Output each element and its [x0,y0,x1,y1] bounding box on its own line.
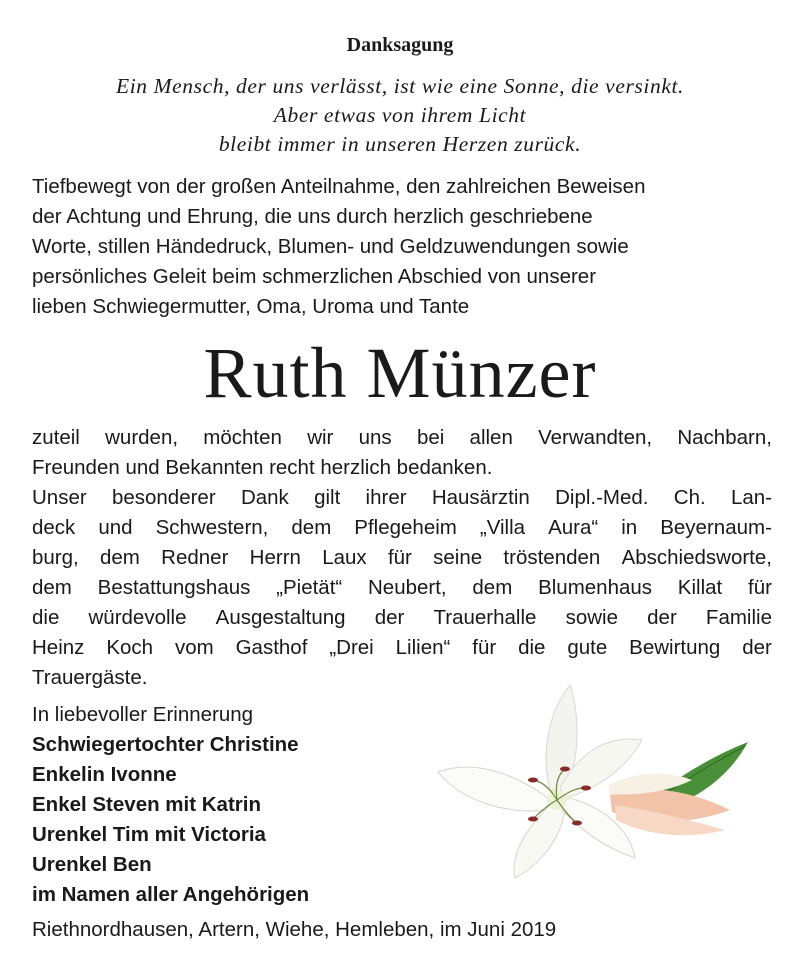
body-line: dem Bestattungshaus „Pietät“ Neubert, dem Blumenhaus Killat für [32,576,772,599]
intro-line: Worte, stillen Händedruck, Blumen- und Geldzuwendungen sowie [32,235,629,258]
closing-intro: In liebevoller Erinnerung [32,703,254,726]
place-date: Riethnordhausen, Artern, Wiehe, Hemleben, im Juni 2019 [32,918,557,941]
intro-line: der Achtung und Ehrung, die uns durch herzlich geschriebene [32,205,593,228]
body-line: deck und Schwestern, dem Pflegeheim „Villa Aura“ in Beyernaum- [32,516,772,539]
lily-flower-icon [430,680,750,880]
deceased-name: Ruth Münzer [203,333,597,413]
body-line: zuteil wurden, möchten wir uns bei allen Verwandten, Nachbarn, [32,426,772,449]
poem-line: Aber etwas von ihrem Licht [273,103,527,127]
body-line: Heinz Koch vom Gasthof „Drei Lilien“ für die gute Bewirtung der [32,636,772,659]
intro-line: Tiefbewegt von der großen Anteilnahme, den zahlreichen Beweisen [32,175,646,198]
heading: Danksagung [346,34,454,56]
signer: Enkelin Ivonne [32,763,177,786]
body-line: Unser besonderer Dank gilt ihrer Hausärztin Dipl.-Med. Ch. Lan- [32,486,772,509]
intro-paragraph [32,172,772,322]
signer: Urenkel Tim mit Victoria [32,823,266,846]
poem [0,72,800,159]
body-line: die würdevolle Ausgestaltung der Trauerhalle sowie der Familie [32,606,772,629]
signer: Schwiegertochter Christine [32,733,299,756]
body-paragraph [32,423,772,693]
signer: Urenkel Ben [32,853,152,876]
signer: im Namen aller Angehörigen [32,883,310,906]
poem-line: bleibt immer in unseren Herzen zurück. [218,132,582,156]
intro-line: lieben Schwiegermutter, Oma, Uroma und Tante [32,295,470,318]
intro-line: persönliches Geleit beim schmerzlichen Abschied von unserer [32,265,597,288]
body-line: Trauergäste. [32,666,148,689]
poem-line: Ein Mensch, der uns verlässt, ist wie eine Sonne, die versinkt. [115,74,685,98]
closing-block [32,700,432,910]
signer: Enkel Steven mit Katrin [32,793,261,816]
body-line: burg, dem Redner Herrn Laux für seine tröstenden Abschiedsworte, [32,546,772,569]
body-line: Freunden und Bekannten recht herzlich bedanken. [32,456,493,479]
